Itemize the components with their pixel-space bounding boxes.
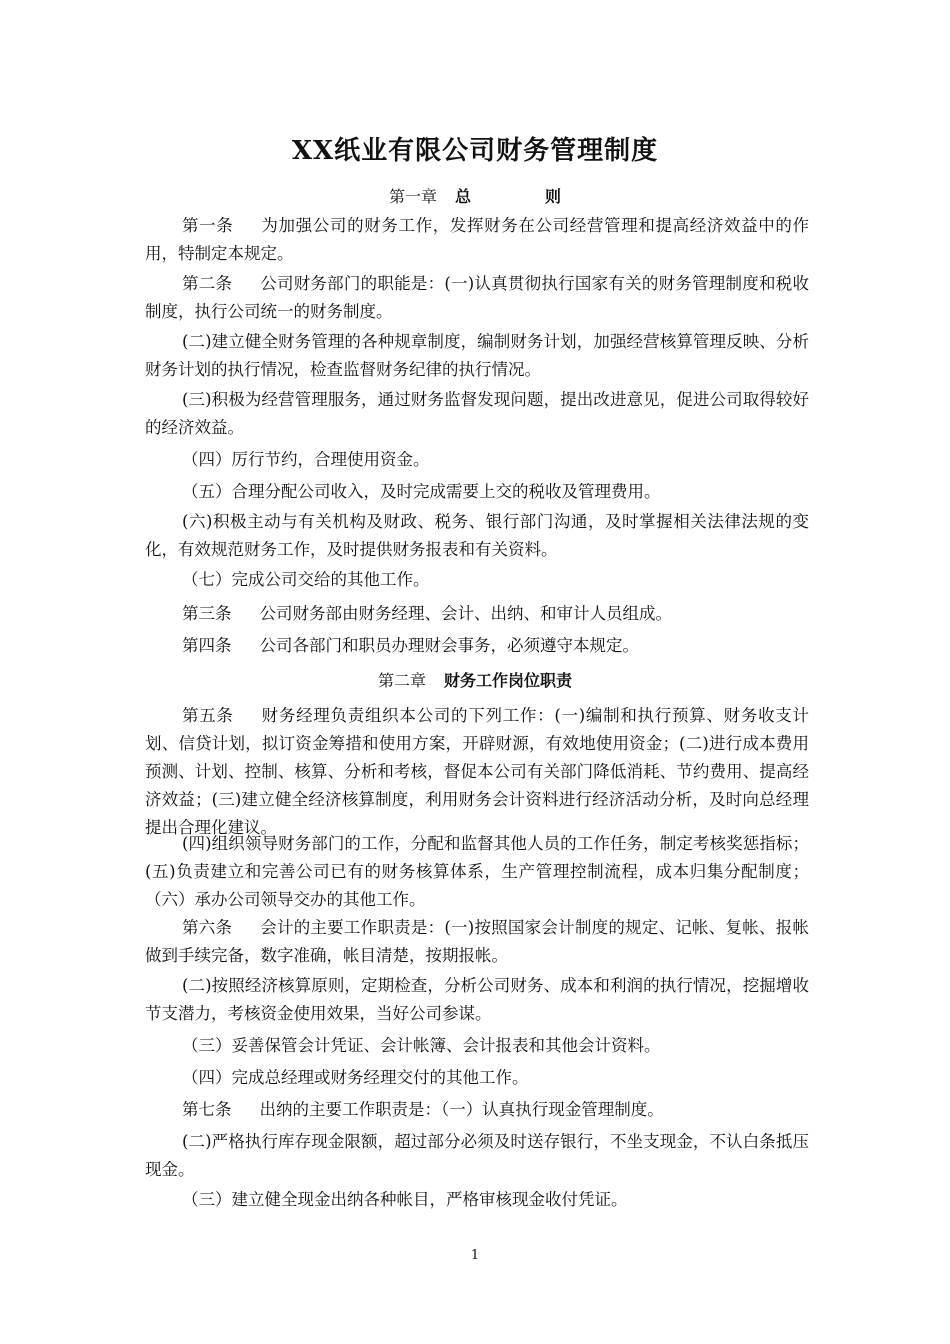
paragraph bbox=[145, 972, 809, 1028]
chapter-1-label: 第一章 bbox=[388, 187, 437, 206]
paragraph bbox=[145, 508, 809, 564]
paragraph-text: (二)按照经济核算原则，定期检查，分析公司财务、成本和利润的执行情况，挖掘增收节支潜力，考核资金使用效果，当好公司参谋。 bbox=[145, 976, 809, 1023]
paragraph-text: （四）完成总经理或财务经理交付的其他工作。 bbox=[182, 1068, 529, 1087]
paragraph bbox=[145, 566, 809, 594]
paragraph-text: 出纳的主要工作职责是：（一）认真执行现金管理制度。 bbox=[259, 1100, 664, 1119]
paragraph bbox=[145, 830, 809, 914]
paragraph-text: (三)积极为经营管理服务，通过财务监督发现问题，提出改进意见，促进公司取得较好的经济效益。 bbox=[145, 390, 809, 437]
paragraph-text: (六)积极主动与有关机构及财政、税务、银行部门沟通，及时掌握相关法律法规的变化，有效规范财务工作，及时提供财务报表和有关资料。 bbox=[145, 512, 809, 559]
paragraph-text: (二)建立健全财务管理的各种规章制度，编制财务计划，加强经营核算管理反映、分析财务计划的执行情况，检查监督财务纪律的执行情况。 bbox=[145, 332, 809, 379]
paragraph-text: （三）建立健全现金出纳各种帐目，严格审核现金收付凭证。 bbox=[182, 1190, 628, 1209]
paragraph bbox=[145, 270, 809, 326]
paragraph-text: 公司财务部由财务经理、会计、出纳、和审计人员组成。 bbox=[259, 604, 672, 623]
article-label: 第一条 bbox=[182, 216, 234, 235]
chapter-1-name-b: 则 bbox=[545, 187, 562, 206]
paragraph-text: （五）合理分配公司收入，及时完成需要上交的税收及管理费用。 bbox=[182, 482, 661, 501]
article-label: 第五条 bbox=[182, 706, 234, 725]
paragraph-text: （七）完成公司交给的其他工作。 bbox=[182, 570, 430, 589]
paragraph-text: （四）厉行节约，合理使用资金。 bbox=[182, 450, 430, 469]
article-label: 第三条 bbox=[182, 604, 232, 623]
chapter-2-name: 财务工作岗位职责 bbox=[444, 671, 573, 690]
article-label: 第四条 bbox=[182, 636, 232, 655]
paragraph-text: 会计的主要工作职责是：(一)按照国家会计制度的规定、记帐、复帐、报帐做到手续完备，数字准确，帐目清楚，按期报帐。 bbox=[145, 918, 809, 965]
paragraph bbox=[145, 914, 809, 970]
paragraph bbox=[145, 386, 809, 442]
paragraph bbox=[145, 600, 809, 628]
paragraph bbox=[145, 632, 809, 660]
article-label: 第七条 bbox=[182, 1100, 232, 1119]
chapter-2-label: 第二章 bbox=[377, 671, 426, 690]
paragraph-text: （三）妥善保管会计凭证、会计帐簿、会计报表和其他会计资料。 bbox=[182, 1036, 661, 1055]
chapter-1-name-a: 总 bbox=[454, 187, 471, 206]
paragraph-text: 财务经理负责组织本公司的下列工作：(一)编制和执行预算、财务收支计划、信贷计划，拟订资金筹措和使用方案，开辟财源，有效地使用资金；(二)进行成本费用预测、计划、控制、核算、分析和考核，督促本公司有关部门降低消耗、节约费用、提高经济效益；(三)建立健全经济核算制度，利用财务会计资料进行经济活动分析，及时向总经理提出合理化建议。 bbox=[145, 706, 810, 837]
document-title: XX纸业有限公司财务管理制度 bbox=[291, 136, 659, 166]
paragraph bbox=[145, 446, 809, 474]
paragraph bbox=[145, 212, 809, 268]
paragraph bbox=[145, 1064, 809, 1092]
article-label: 第二条 bbox=[182, 274, 233, 293]
paragraph bbox=[145, 1128, 809, 1184]
paragraph-text: 为加强公司的财务工作，发挥财务在公司经营管理和提高经济效益中的作用，特制定本规定。 bbox=[145, 216, 810, 263]
paragraph bbox=[145, 702, 809, 842]
paragraph-text: (二)严格执行库存现金限额，超过部分必须及时送存银行，不坐支现金，不认白条抵压现金。 bbox=[145, 1132, 809, 1179]
paragraph-text: (四)组织领导财务部门的工作，分配和监督其他人员的工作任务，制定考核奖惩指标；(五)负责建立和完善公司已有的财务核算体系，生产管理控制流程，成本归集分配制度；（六）承办公司领导交办的其他工作。 bbox=[145, 834, 809, 909]
chapter-1-heading bbox=[0, 184, 950, 207]
paragraph bbox=[145, 1096, 809, 1124]
chapter-2-heading bbox=[0, 668, 950, 691]
paragraph bbox=[145, 1032, 809, 1060]
paragraph bbox=[145, 1186, 809, 1214]
paragraph bbox=[145, 478, 809, 506]
paragraph-text: 公司财务部门的职能是：(一)认真贯彻执行国家有关的财务管理制度和税收制度，执行公司统一的财务制度。 bbox=[145, 274, 809, 321]
article-label: 第六条 bbox=[182, 918, 233, 937]
page-number: 1 bbox=[470, 1248, 480, 1263]
paragraph bbox=[145, 328, 809, 384]
paragraph-text: 公司各部门和职员办理财会事务，必须遵守本规定。 bbox=[259, 636, 639, 655]
